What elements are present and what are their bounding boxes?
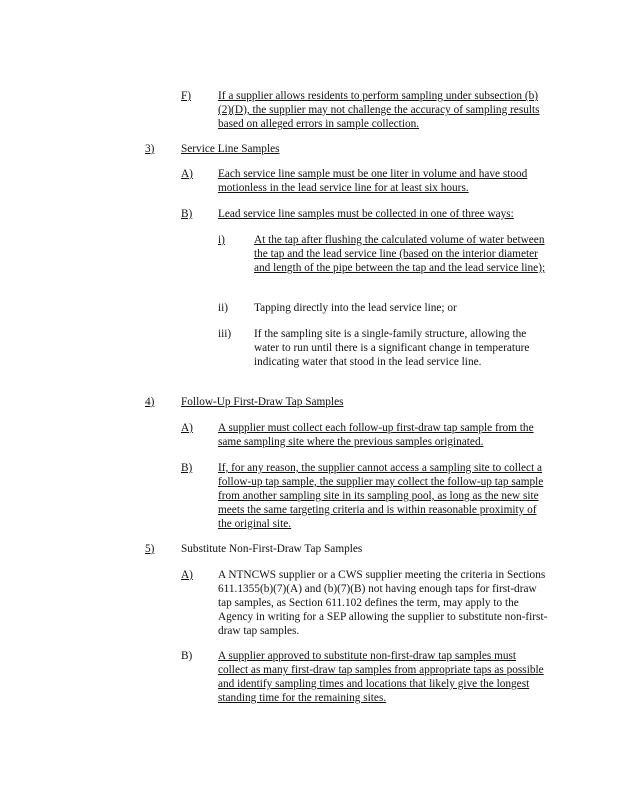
item-label: 4): [145, 396, 155, 408]
item-text: Each service line sample must be one liter in volume and have stood motionless in the lead service line for at least six hours.: [218, 168, 528, 194]
item-text: Tapping directly into the lead service line; or: [254, 302, 457, 314]
item-label: B): [181, 650, 193, 662]
item-text: A supplier must collect each follow-up first-draw tap sample from the same sampling site where the previous samples originated.: [218, 422, 534, 448]
item-text: Follow-Up First-Draw Tap Samples: [181, 396, 344, 408]
item-label: B): [181, 462, 193, 474]
item-text: Service Line Samples: [181, 143, 280, 155]
item-label: 5): [145, 543, 155, 555]
item-text: At the tap after flushing the calculated volume of water between the tap and the lead service line (based on the interior diameter and length of the pipe between the tap and the lead service line);: [254, 234, 546, 274]
item-text: If the sampling site is a single-family structure, allowing the water to run until there is a significant change in temperature indicating water that stood in the lead service line.: [254, 328, 530, 368]
item-label: A): [181, 168, 193, 180]
item-label: iii): [218, 328, 232, 340]
item-text: A NTNCWS supplier or a CWS supplier meeting the criteria in Sections 611.1355(b)(7)(A) and (b)(7)(B) not having enough taps for first-draw tap samples, as Section 611.102 defines the term, may apply to the Agency in writing for a SEP allowing the supplier to substitute non-first-draw tap samples.: [218, 569, 548, 637]
item-text: Substitute Non-First-Draw Tap Samples: [181, 543, 363, 555]
item-label: B): [181, 208, 193, 220]
item-text: If, for any reason, the supplier cannot access a sampling site to collect a follow-up tap sample, the supplier may collect the follow-up tap sample from another sampling site in its sampling pool, as long as the new site meets the same targeting criteria and is within reasonable proximity of the original site.: [218, 462, 544, 530]
item-label: A): [181, 569, 193, 581]
item-text: A supplier approved to substitute non-first-draw tap samples must collect as many first-draw tap samples from appropriate taps as possible and identify sampling times and locations that likely give the longest standing time for the remaining sites.: [218, 650, 544, 704]
item-label: 3): [145, 143, 155, 155]
item-text: If a supplier allows residents to perform sampling under subsection (b)(2)(D), the supplier may not challenge the accuracy of sampling results based on alleged errors in sample collection.: [218, 90, 540, 130]
item-label: F): [181, 90, 192, 102]
item-label: i): [218, 234, 225, 246]
item-label: A): [181, 422, 193, 434]
item-label: ii): [218, 302, 229, 314]
item-text: Lead service line samples must be collected in one of three ways:: [218, 208, 514, 220]
